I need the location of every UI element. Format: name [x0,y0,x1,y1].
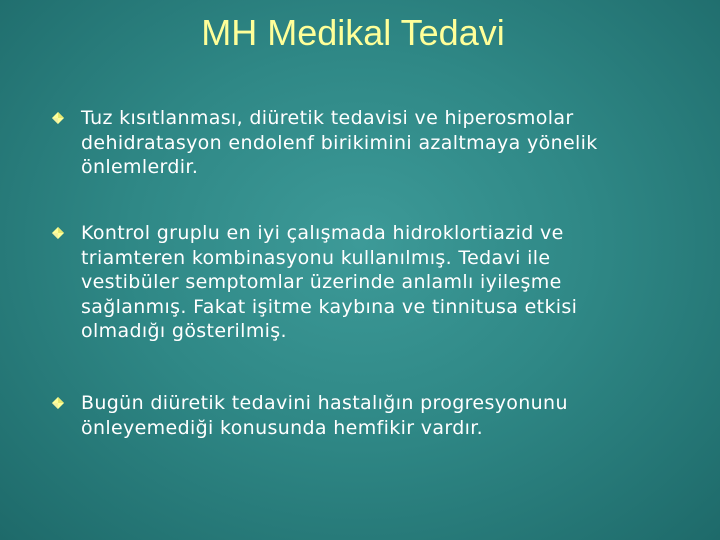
diamond-bullet-icon [52,397,64,409]
bullet-text: Bugün diüretik tedavini hastalığın progresyonunu önleyemediği konusunda hemfikir vardır. [81,392,568,439]
bullet-text: Kontrol gruplu en iyi çalışmada hidroklortiazid ve triamteren kombinasyonu kullanılmış. Tedavi ile vestibüler semptomlar üzerinde anlamlı iyileşme sağlanmış. Fakat işitme kaybına ve tinnitusa etkisi olmadığı gösterilmiş. [81,222,578,342]
diamond-bullet-icon [52,227,64,239]
bullet-text: Tuz kısıtlanması, diüretik tedavisi ve hiperosmolar dehidratasyon endolenf birikimini azaltmaya yönelik önlemlerdir. [81,107,598,178]
diamond-bullet-icon [52,112,64,124]
slide-title: MH Medikal Tedavi [201,12,505,53]
